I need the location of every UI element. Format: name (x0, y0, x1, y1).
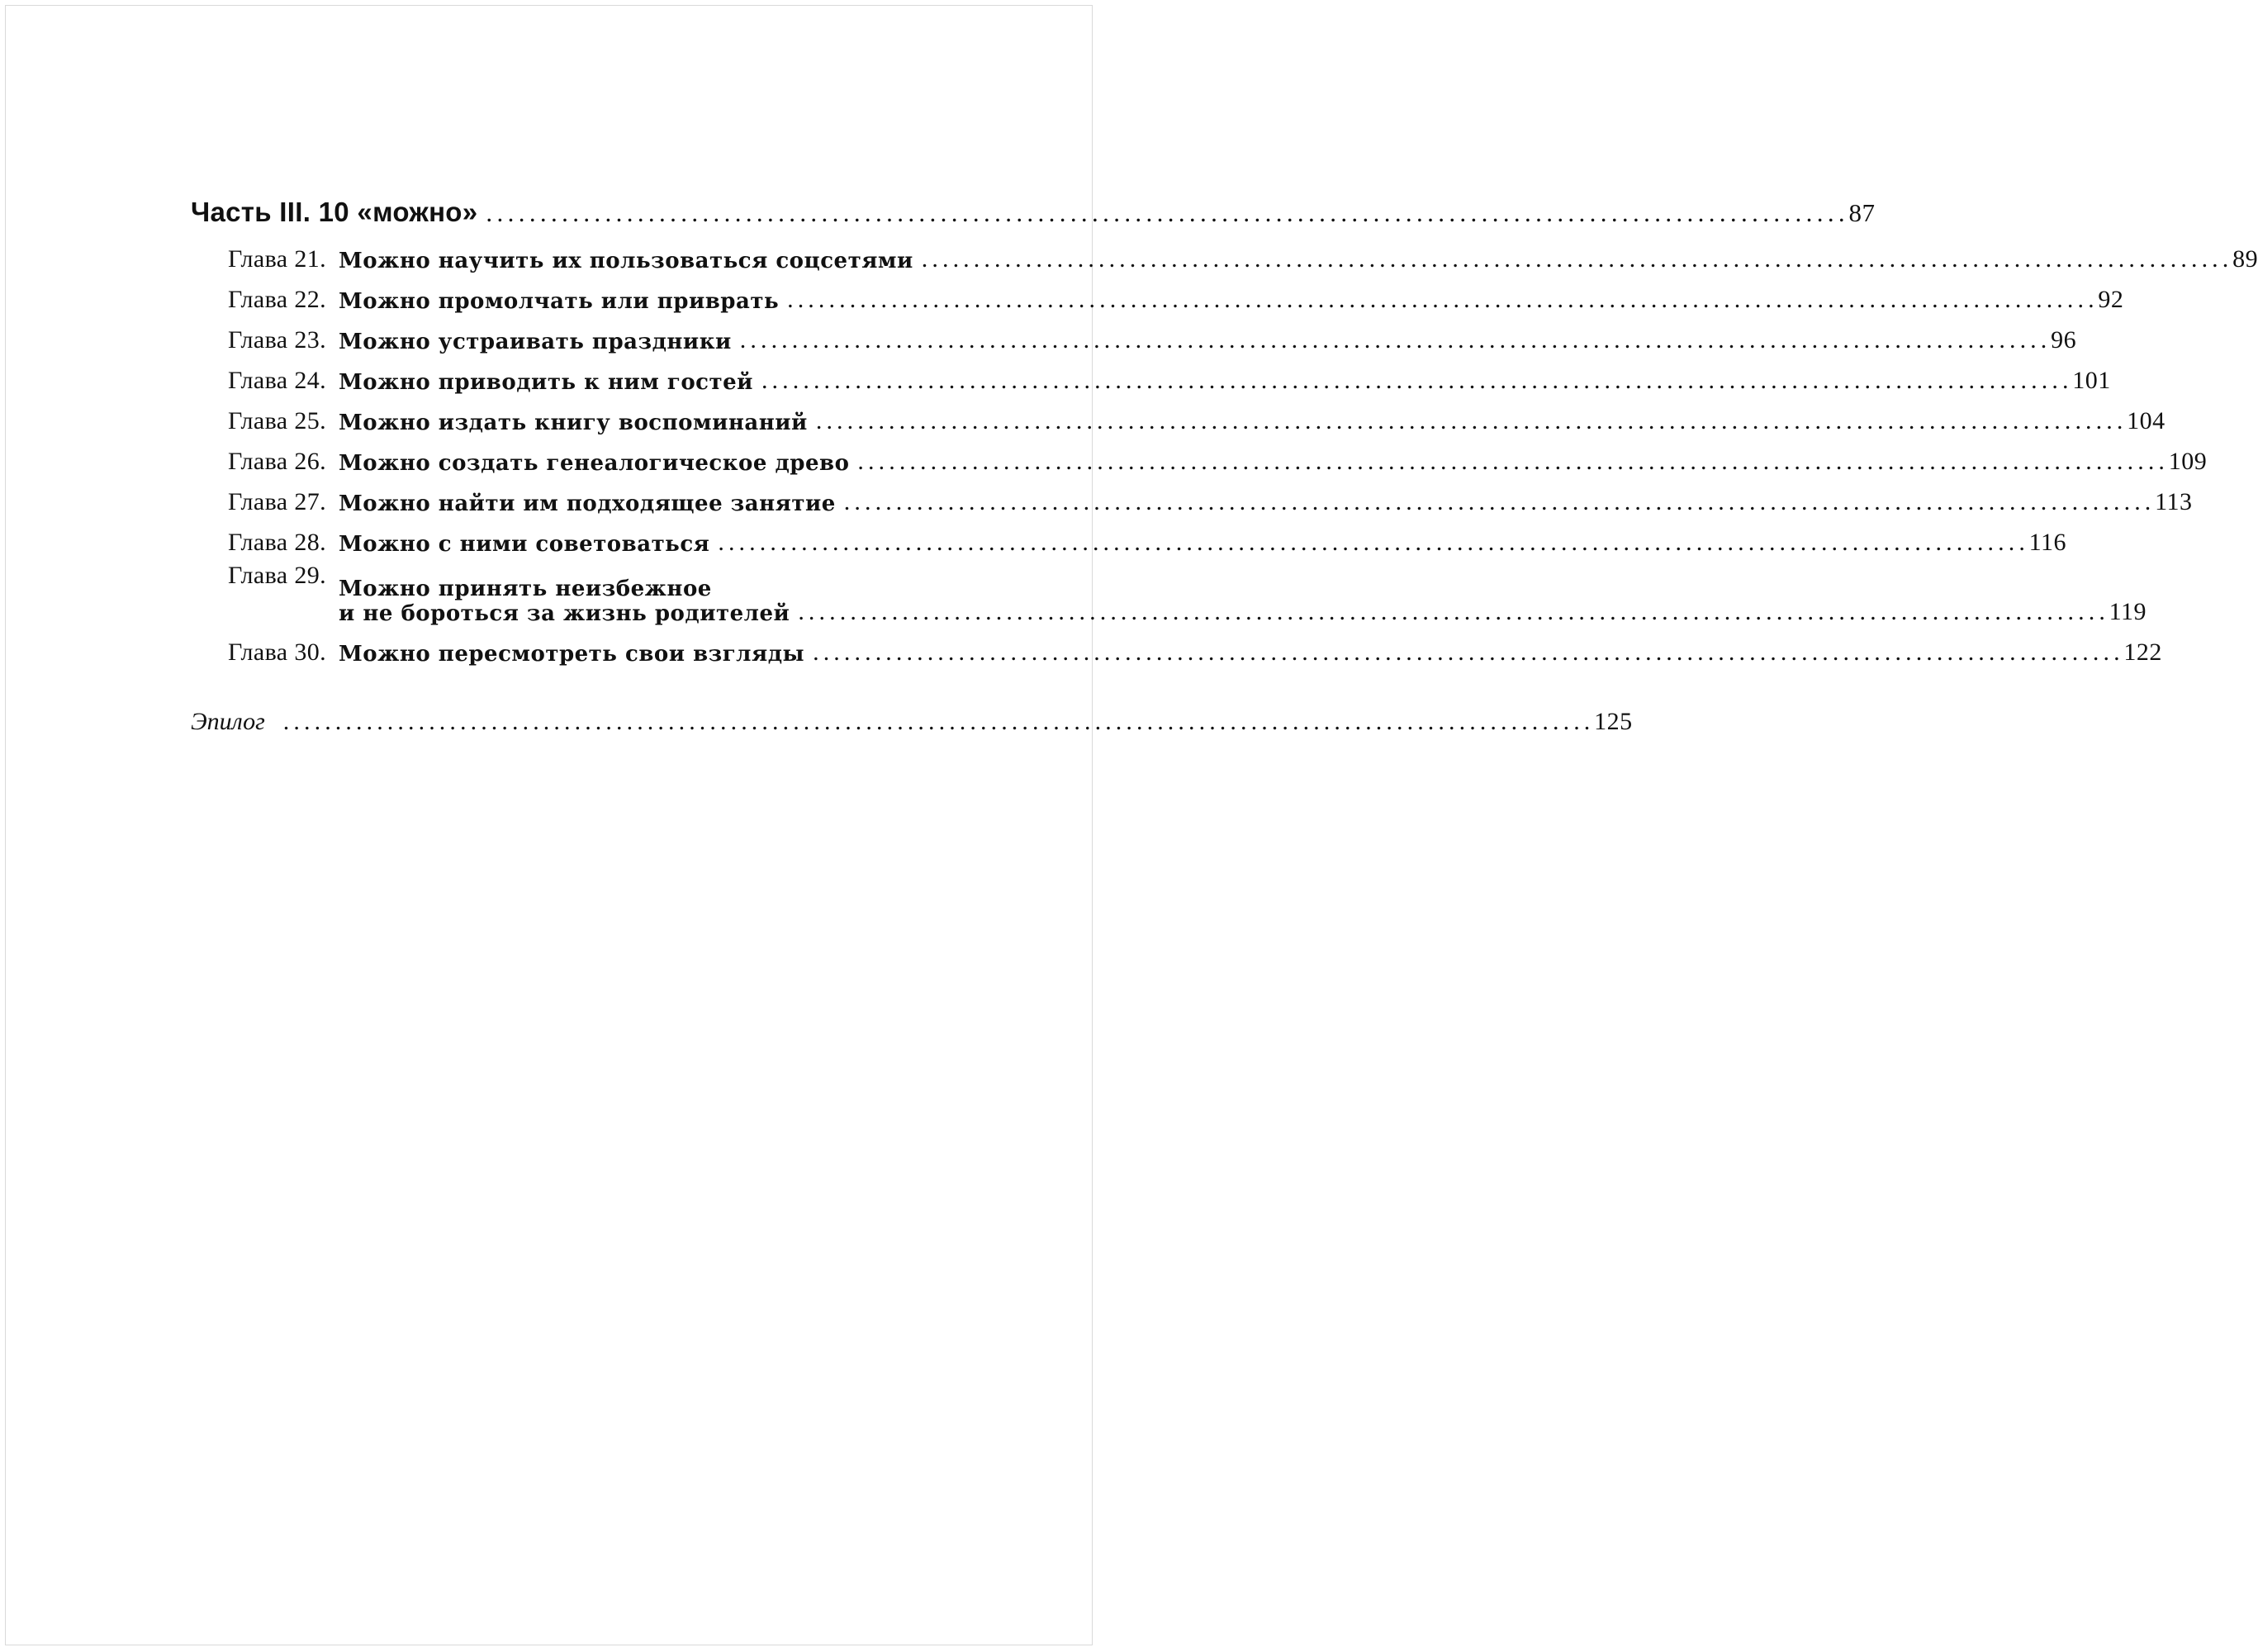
dot-leader (477, 198, 1848, 228)
chapter-label: Глава 25. (228, 407, 327, 434)
chapter-label: Глава 22. (228, 286, 327, 313)
chapter-label: Глава 21. (228, 245, 327, 273)
dot-leader (709, 529, 2028, 557)
dot-leader (849, 448, 2168, 476)
chapter-page-number: 89 (2232, 245, 2258, 273)
chapter-page-number: 116 (2028, 529, 2067, 556)
chapter-title: Можно найти им подходящее занятие (339, 491, 836, 516)
chapter-label: Глава 29. (228, 562, 327, 589)
chapter-title: Можно издать книгу воспоминаний (339, 411, 808, 435)
chapter-title: Можно устраивать праздники (339, 330, 732, 354)
toc-epilogue-entry[interactable] (191, 695, 1633, 736)
epilogue-label: Эпилог (191, 708, 265, 735)
chapter-page-number: 113 (2155, 488, 2193, 515)
chapter-label: Глава 24. (228, 367, 327, 394)
part-page-number: 87 (1848, 198, 1876, 227)
chapter-title: Можно приводить к ним гостей (339, 370, 753, 395)
chapter-page-number: 92 (2098, 286, 2124, 313)
chapter-page-number: 122 (2123, 638, 2162, 666)
chapter-title: Можно пересмотреть свои взгляды (339, 642, 805, 667)
toc-chapter-22[interactable] (191, 273, 2124, 314)
toc-chapter-27[interactable] (191, 476, 2193, 516)
dot-leader (836, 488, 2155, 516)
toc-chapter-29[interactable] (191, 557, 2147, 626)
chapter-page-number: 109 (2168, 448, 2208, 475)
dot-leader (913, 245, 2232, 273)
dot-leader (779, 286, 2098, 314)
toc-chapter-21[interactable] (191, 233, 2258, 273)
toc-chapter-28[interactable] (191, 516, 2067, 557)
chapter-title (339, 577, 790, 626)
toc-chapter-23[interactable] (191, 314, 2077, 354)
part-title: Часть III. 10 «можно» (191, 197, 478, 227)
chapter-page-number: 104 (2127, 407, 2165, 434)
dot-leader (804, 638, 2123, 667)
chapter-title: Можно промолчать или приврать (339, 289, 780, 314)
dot-leader (753, 367, 2072, 395)
chapter-label: Глава 28. (228, 529, 327, 556)
epilogue-page-number: 125 (1594, 708, 1633, 735)
chapter-title: Можно научить их пользоваться соцсетями (339, 249, 913, 273)
chapter-page-number: 119 (2109, 598, 2147, 625)
chapter-title-line-1: Можно принять неизбежное (339, 577, 712, 601)
dot-leader (808, 407, 2127, 435)
toc-chapter-24[interactable] (191, 354, 2111, 395)
toc-part-entry[interactable] (191, 188, 1876, 228)
toc-chapter-25[interactable] (191, 395, 2165, 435)
table-of-contents (191, 188, 2258, 736)
chapter-label: Глава 27. (228, 488, 327, 515)
dot-leader (732, 326, 2051, 354)
chapter-label: Глава 30. (228, 638, 327, 666)
chapter-title-line-2: и не бороться за жизнь родителей (339, 601, 790, 626)
chapter-page-number: 101 (2072, 367, 2111, 394)
dot-leader (790, 598, 2109, 626)
chapter-label: Глава 23. (228, 326, 327, 354)
chapter-page-number: 96 (2051, 326, 2077, 354)
dot-leader (275, 708, 1594, 736)
chapter-title: Можно создать генеалогическое древо (339, 451, 850, 476)
toc-chapter-30[interactable] (191, 626, 2162, 667)
toc-chapter-26[interactable] (191, 435, 2208, 476)
chapter-label: Глава 26. (228, 448, 327, 475)
chapter-title: Можно с ними советоваться (339, 532, 710, 557)
